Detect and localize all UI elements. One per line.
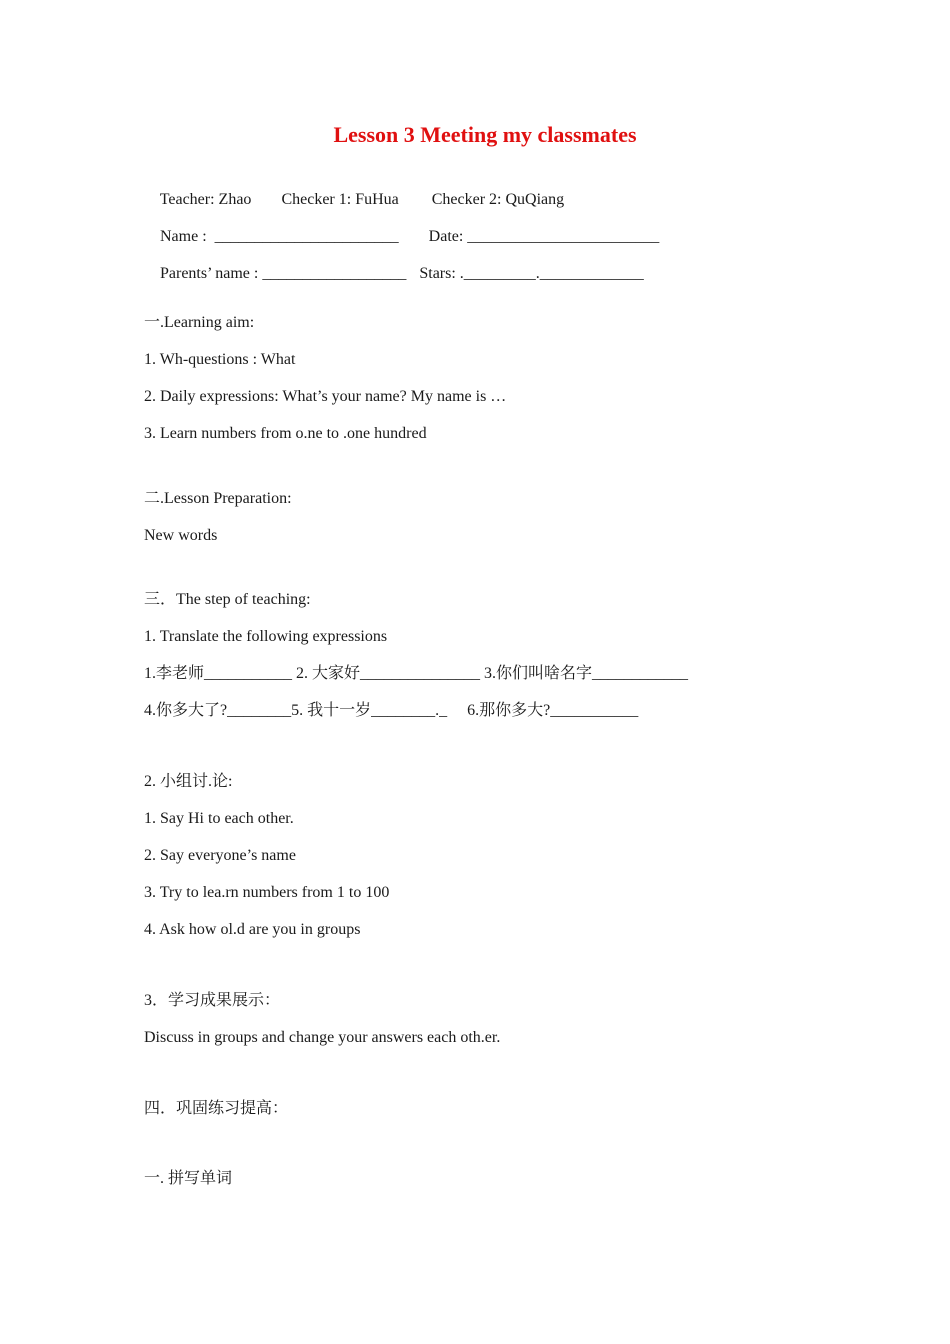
aim-item: 3. Learn numbers from o.ne to .one hundred — [144, 425, 427, 442]
group-item: 3. Try to lea.rn numbers from 1 to 100 — [144, 884, 390, 901]
aim-item: 2. Daily expressions: What’s your name? My name is … — [144, 388, 507, 405]
step-item: 1. Translate the following expressions — [144, 628, 388, 645]
group-item: 4. Ask how ol.d are you in groups — [144, 921, 361, 938]
show-heading: 3．学习成果展示： — [144, 992, 281, 1009]
parents-stars-line — [144, 241, 644, 307]
lesson-title: Lesson 3 Meeting my classmates — [333, 122, 637, 147]
aim-item: 1. Wh-questions : What — [144, 351, 296, 368]
name-field: Name : _______________________ — [160, 228, 399, 245]
teacher-label: Teacher: Zhao — [159, 191, 252, 208]
date-field: Date: ________________________ — [428, 228, 660, 245]
show-item: Discuss in groups and change your answers each oth.er. — [144, 1029, 501, 1046]
parents-field: Parents’ name : __________________ — [160, 265, 407, 282]
spell-heading: 一. 拼写单词 — [144, 1170, 233, 1187]
translate-row: 4.你多大了?________5. 我十一岁________._ 6.那你多大?___________ — [144, 702, 639, 719]
aim-heading: 一.Learning aim: — [144, 314, 255, 331]
checker1-label: Checker 1: FuHua — [281, 191, 399, 208]
group-item: 2. Say everyone’s name — [144, 847, 296, 864]
checker2-label: Checker 2: QuQiang — [431, 191, 565, 208]
translate-row: 1.李老师___________ 2. 大家好_______________ 3.你们叫啥名字____________ — [144, 665, 689, 682]
practice-heading: 四．巩固练习提高： — [144, 1100, 289, 1117]
group-heading: 2. 小组讨.论: — [144, 773, 233, 790]
stars-field: Stars: ._________._____________ — [419, 265, 644, 282]
step-heading: 三．The step of teaching: — [144, 591, 311, 608]
group-item: 1. Say Hi to each other. — [144, 810, 294, 827]
prep-item: New words — [144, 527, 218, 544]
prep-heading: 二.Lesson Preparation: — [144, 490, 292, 507]
